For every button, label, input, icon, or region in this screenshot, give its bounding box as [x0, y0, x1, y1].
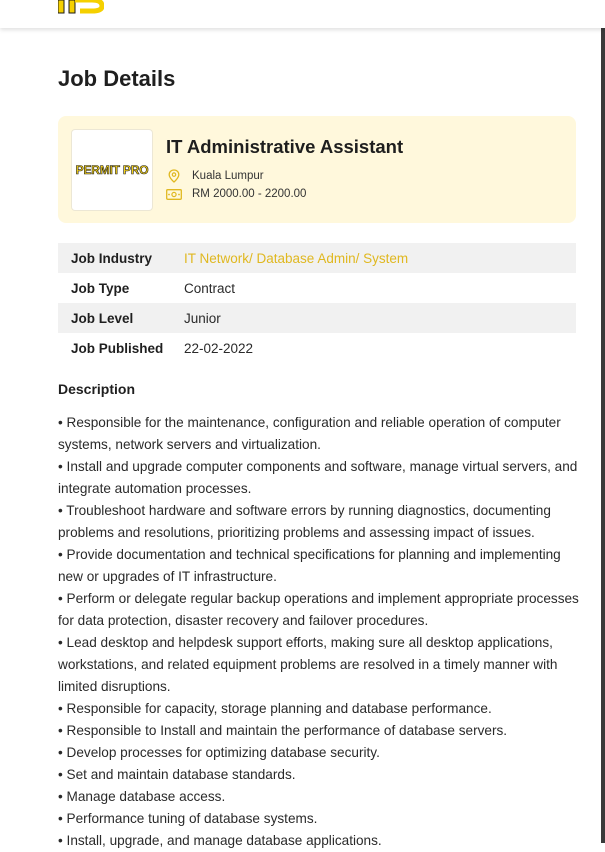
detail-label: Job Level	[71, 310, 134, 326]
company-logo	[71, 129, 153, 211]
site-logo[interactable]	[58, 0, 104, 14]
description-item: • Develop processes for optimizing database security.	[58, 745, 380, 760]
detail-value: 22-02-2022	[184, 340, 254, 356]
description-item: • Lead desktop and helpdesk support efforts, making sure all desktop applications, workstations, and related equipment problems are resolved in a timely manner with limited disruptions.	[58, 635, 558, 694]
detail-value: Junior	[184, 310, 221, 326]
job-details-table	[58, 243, 576, 363]
top-navigation-bar	[0, 0, 605, 28]
description-item: • Install, upgrade, and manage database applications.	[58, 833, 382, 848]
job-salary	[166, 186, 306, 202]
description-item: • Perform or delegate regular backup operations and implement appropriate processes for data protection, disaster recovery and failover procedures.	[58, 591, 579, 628]
scrollbar-edge[interactable]	[601, 28, 605, 843]
description-item: • Set and maintain database standards.	[58, 767, 296, 782]
description-item: • Performance tuning of database systems.	[58, 811, 318, 826]
page-title: Job Details	[58, 66, 176, 91]
description-item: • Install and upgrade computer components and software, manage virtual servers, and integrate automation processes.	[58, 459, 578, 496]
detail-row-published	[58, 333, 576, 363]
description-item: • Manage database access.	[58, 789, 226, 804]
detail-value: Contract	[184, 280, 236, 296]
company-logo-text: PERMIT PRO	[75, 163, 149, 177]
job-location	[166, 168, 264, 184]
job-salary-text: RM 2000.00 - 2200.00	[192, 188, 307, 200]
detail-row-type	[58, 273, 576, 303]
detail-label: Job Type	[71, 280, 130, 296]
detail-label: Job Industry	[71, 250, 153, 266]
description-item: • Responsible for the maintenance, configuration and reliable operation of computer systems, network servers and virtualization.	[58, 415, 561, 452]
description-item: • Provide documentation and technical specifications for planning and implementing new or upgrades of IT infrastructure.	[58, 547, 561, 584]
description-heading: Description	[58, 381, 136, 397]
map-pin-icon	[166, 168, 182, 184]
job-industry-link[interactable]: IT Network/ Database Admin/ System	[184, 250, 409, 266]
description-item: • Responsible for capacity, storage planning and database performance.	[58, 701, 492, 716]
job-title: IT Administrative Assistant	[166, 136, 404, 157]
description-list	[58, 412, 583, 852]
job-location-text: Kuala Lumpur	[192, 170, 264, 182]
cash-icon	[166, 186, 182, 202]
detail-label: Job Published	[71, 340, 164, 356]
description-item: • Troubleshoot hardware and software errors by running diagnostics, documenting problems and resolutions, prioritizing problems and assessing impact of issues.	[58, 503, 551, 540]
detail-row-industry	[58, 243, 576, 273]
job-summary-card	[58, 116, 576, 223]
detail-row-level	[58, 303, 576, 333]
description-item: • Responsible to Install and maintain the performance of database servers.	[58, 723, 508, 738]
